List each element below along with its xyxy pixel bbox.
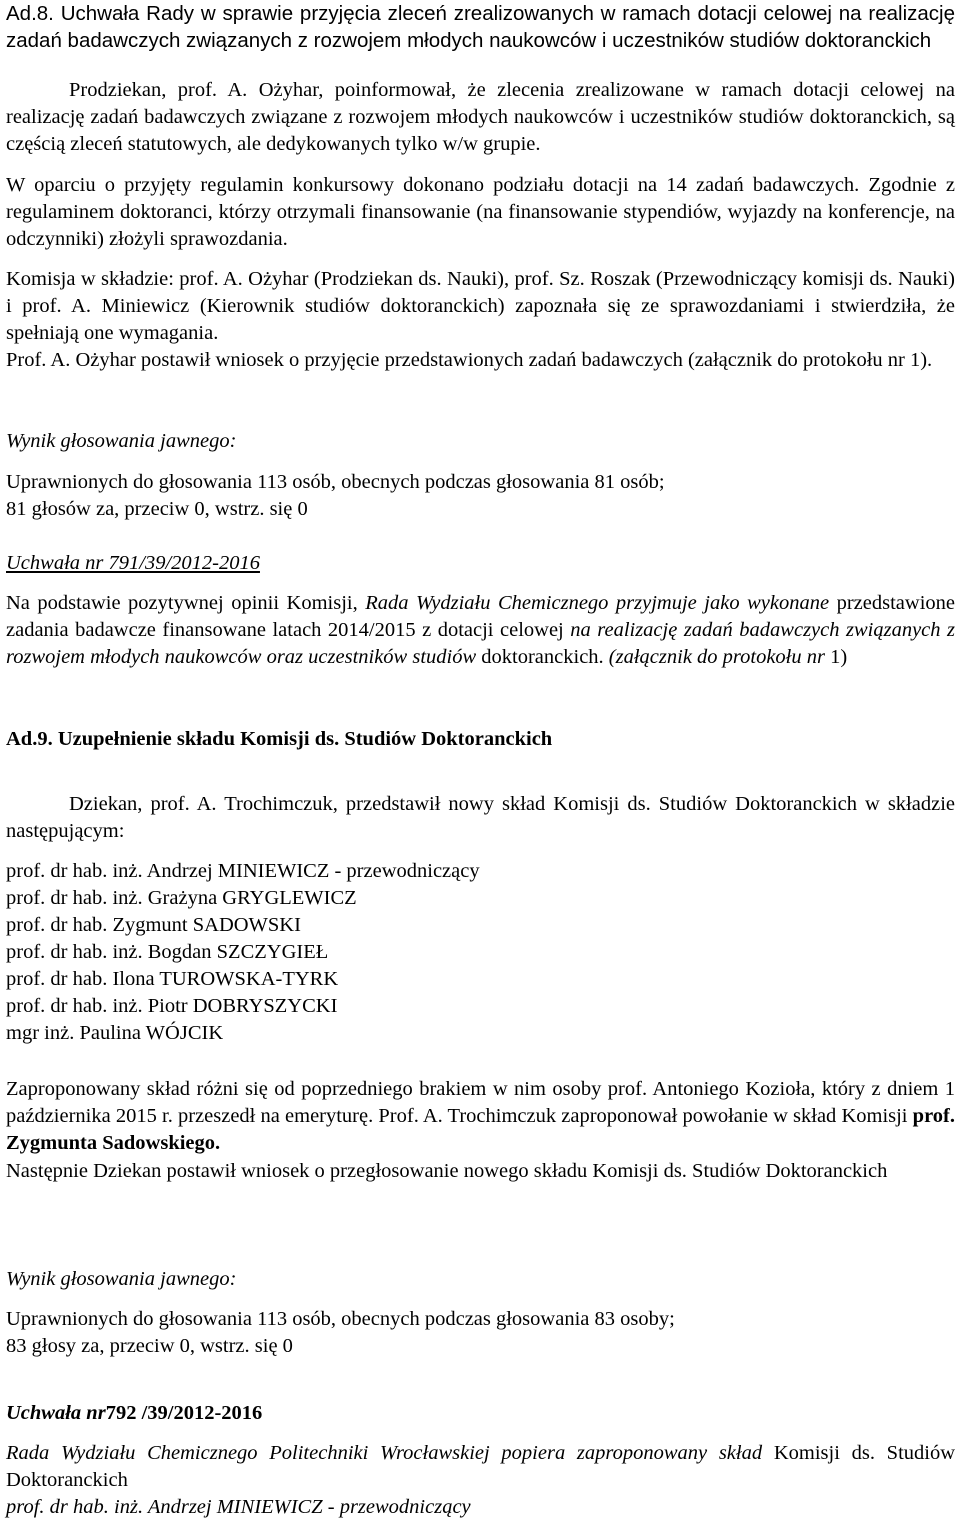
resolution-791-part-d: na realizację zadań badawczych związanych z rozwojem młodych naukowców oraz uczestników studiów xyxy=(6,619,955,668)
resolution-791-part-f: (załącznik do protokołu nr xyxy=(608,646,825,668)
ad9-heading: Ad.9. Uzupełnienie składu Komisji ds. Studiów Doktoranckich xyxy=(6,728,553,750)
resolution-791-part-g: 1) xyxy=(830,646,848,668)
member-item: prof. dr hab. inż. Piotr DOBRYSZYCKI xyxy=(6,995,338,1017)
member-item: prof. dr hab. Zygmunt SADOWSKI xyxy=(6,914,301,936)
resolution-792-title xyxy=(6,1400,955,1427)
resolution-791-part-e: doktoranckich. xyxy=(481,646,604,668)
commission-members-list xyxy=(6,858,955,1047)
resolution-792-part-c: prof. dr hab. inż. Andrzej MINIEWICZ - przewodniczący xyxy=(6,1496,471,1518)
resolution-792-part-b: Komisji ds. Studiów Doktoranckich xyxy=(6,1442,956,1491)
ad9-vote-result xyxy=(6,1306,955,1360)
ad8-vote-count: 81 głosów za, przeciw 0, wstrz. się 0 xyxy=(6,498,308,520)
resolution-792-part-a: Rada Wydziału Chemicznego Politechniki Wrocławskiej popiera zaproponowany skład xyxy=(6,1442,763,1464)
ad8-heading xyxy=(6,0,955,54)
member-item: mgr inż. Paulina WÓJCIK xyxy=(6,1022,224,1044)
member-item: prof. dr hab. inż. Andrzej MINIEWICZ - przewodniczący xyxy=(6,860,480,882)
ad8-paragraph-4: Prof. A. Ożyhar postawił wniosek o przyjęcie przedstawionych zadań badawczych (załącznik do protokołu nr 1). xyxy=(6,349,933,371)
ad8-paragraph-1: Prodziekan, prof. A. Ożyhar, poinformował, że zlecenia zrealizowane w ramach dotacji celowej na realizację zadań badawczych związane z rozwojem młodych naukowców i uczestników studiów doktoranckich, są częścią zleceń statutowych, ale dedykowanych tylko w/w grupie. xyxy=(6,79,955,155)
ad8-heading-text: Uchwała Rady w sprawie przyjęcia zleceń zrealizowanych w ramach dotacji celowej na realizację zadań badawczych związanych z rozwojem młodych naukowców i uczestników studiów doktoranckich xyxy=(6,2,955,52)
ad8-paragraph-2: W oparciu o przyjęty regulamin konkursowy dokonano podziału dotacji na 14 zadań badawczych. Zgodnie z regulaminem doktoranci, którzy otrzymali finansowanie (na finansowanie stypendiów, wyjazdy na konferencje, na odczynniki) złożyli sprawozdania. xyxy=(6,174,955,250)
ad9-paragraph-1: Dziekan, prof. A. Trochimczuk, przedstawił nowy skład Komisji ds. Studiów Doktoranckich w składzie następującym: xyxy=(6,793,955,842)
resolution-791-text xyxy=(6,590,955,671)
resolution-791-part-a: Na podstawie pozytywnej opinii Komisji, xyxy=(6,592,358,614)
resolution-792-text xyxy=(6,1440,955,1521)
ad8-vote-result xyxy=(6,469,955,523)
member-item: prof. dr hab. inż. Bogdan SZCZYGIEŁ xyxy=(6,941,329,963)
ad9-paragraph-2-name: prof. Zygmunta Sadowskiego. xyxy=(6,1105,956,1154)
resolution-792-number: 792 /39/2012-2016 xyxy=(105,1402,263,1424)
member-item: prof. dr hab. inż. Grażyna GRYGLEWICZ xyxy=(6,887,357,909)
ad8-vote-eligible: Uprawnionych do głosowania 113 osób, obecnych podczas głosowania 81 osób; xyxy=(6,471,665,493)
resolution-791-part-b: Rada Wydziału Chemicznego przyjmuje jako wykonane xyxy=(365,592,830,614)
ad9-vote-eligible: Uprawnionych do głosowania 113 osób, obecnych podczas głosowania 83 osoby; xyxy=(6,1308,675,1330)
ad9-paragraph-3: Następnie Dziekan postawił wniosek o przegłosowanie nowego składu Komisji ds. Studiów Doktoranckich xyxy=(6,1160,888,1182)
resolution-792-label: Uchwała nr xyxy=(6,1402,106,1424)
resolution-791-title: Uchwała nr 791/39/2012-2016 xyxy=(6,552,260,574)
resolution-791-part-c: przedstawione zadania badawcze finansowane latach 2014/2015 z dotacji celowej xyxy=(6,592,955,641)
ad9-vote-count: 83 głosy za, przeciw 0, wstrz. się 0 xyxy=(6,1335,293,1357)
member-item: prof. dr hab. Ilona TUROWSKA-TYRK xyxy=(6,968,339,990)
ad9-paragraph-2 xyxy=(6,1076,955,1157)
ad8-paragraph-3: Komisja w składzie: prof. A. Ożyhar (Prodziekan ds. Nauki), prof. Sz. Roszak (Przewodniczący komisji ds. Nauki) i prof. A. Miniewicz (Kierownik studiów doktoranckich) zapoznała się ze sprawozdaniami i stwierdziła, że spełniają one wymagania. xyxy=(6,268,955,344)
ad9-vote-heading: Wynik głosowania jawnego: xyxy=(6,1268,237,1290)
ad8-heading-number: Ad.8. xyxy=(6,2,54,25)
ad9-paragraph-2-text: Zaproponowany skład różni się od poprzedniego brakiem w nim osoby prof. Antoniego Kozioła, który z dniem 1 października 2015 r. przeszedł na emeryturę. Prof. A. Trochimczuk zaproponował powołanie w skład Komisji xyxy=(6,1078,955,1127)
ad8-vote-heading: Wynik głosowania jawnego: xyxy=(6,430,237,452)
